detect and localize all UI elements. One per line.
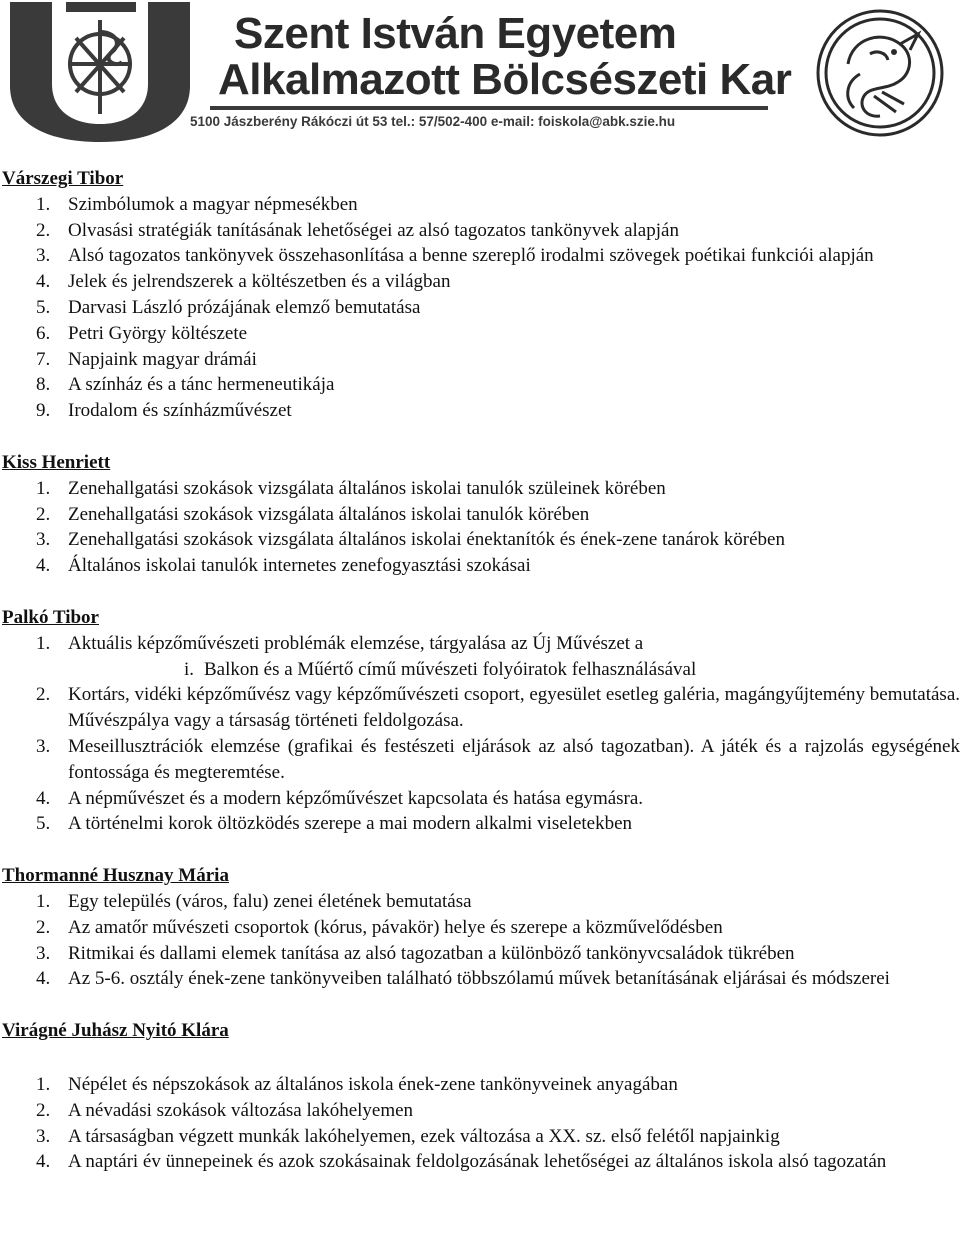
item-text: Balkon és a Műértő című művészeti folyóiratok felhasználásával — [204, 658, 697, 680]
supervisor-name: Várszegi Tibor — [2, 168, 124, 189]
list-item — [0, 682, 960, 734]
section-spacer — [0, 1044, 960, 1072]
list-item — [0, 527, 960, 553]
list-item — [0, 941, 960, 967]
section-kiss — [0, 450, 960, 579]
item-number: 3. — [36, 942, 51, 964]
item-text: Zenehallgatási szokások vizsgálata általános iskolai énektanítók és ének-zene tanárok körében — [68, 529, 785, 551]
item-number: 2. — [36, 503, 51, 525]
topic-list — [0, 889, 960, 992]
item-number: 4. — [36, 1151, 51, 1173]
item-number: 1. — [36, 632, 51, 654]
faculty-name: Alkalmazott Bölcsészeti Kar — [218, 55, 792, 104]
supervisor-name: Virágné Juhász Nyitó Klára — [2, 1020, 229, 1042]
list-item — [0, 786, 960, 812]
item-number: 7. — [36, 348, 51, 370]
item-number: 3. — [36, 529, 51, 551]
university-name: Szent István Egyetem — [234, 9, 677, 58]
section-palko — [0, 605, 960, 837]
list-item — [0, 476, 960, 502]
topic-list — [0, 631, 960, 837]
item-number: 4. — [36, 271, 51, 293]
item-number: 6. — [36, 322, 51, 344]
topic-list-document — [0, 166, 960, 1175]
section-varszegi — [0, 166, 960, 424]
list-item — [0, 347, 960, 373]
item-text: Napjaink magyar drámái — [68, 348, 257, 370]
item-number: 4. — [36, 787, 51, 809]
item-number: 9. — [36, 400, 51, 422]
item-text: Népélet és népszokások az általános iskola ének-zene tankönyveinek anyagában — [68, 1073, 678, 1095]
list-item — [0, 966, 960, 992]
item-number: 1. — [36, 890, 51, 912]
list-item — [0, 553, 960, 579]
list-item — [0, 1072, 960, 1098]
item-number: 2. — [36, 1099, 51, 1121]
item-number: 2. — [36, 916, 51, 938]
list-item — [0, 372, 960, 398]
item-number: 3. — [36, 1125, 51, 1147]
item-text: Kortárs, vidéki képzőművész vagy képzőművészeti csoport, egyesület esetleg galéria, magángyűjtemény bemutatása. Művészpálya vagy a társaság történeti feldolgozása. — [68, 684, 960, 732]
list-item — [0, 502, 960, 528]
item-text: Aktuális képzőművészeti problémák elemzése, tárgyalása az Új Művészet a — [68, 632, 644, 654]
list-item — [0, 915, 960, 941]
list-item — [0, 889, 960, 915]
item-number: 1. — [36, 193, 51, 215]
topic-list — [0, 1072, 960, 1175]
item-number: 1. — [36, 477, 51, 499]
item-text: Egy település (város, falu) zenei életének bemutatása — [68, 890, 472, 912]
section-spacer — [0, 837, 960, 863]
item-text: Az 5-6. osztály ének-zene tankönyveiben található többszólamú művek betanításának eljárásai és módszerei — [68, 968, 890, 990]
item-text: Zenehallgatási szokások vizsgálata általános iskolai tanulók szüleinek körében — [68, 477, 666, 499]
letterhead — [0, 0, 960, 148]
item-text: Szimbólumok a magyar népmesékben — [68, 193, 358, 215]
item-text: Petri György költészete — [68, 322, 248, 344]
item-text: Darvasi László prózájának elemző bemutatása — [68, 296, 421, 318]
university-monogram-logo — [6, 2, 194, 142]
list-item — [0, 734, 960, 786]
item-text: Olvasási stratégiák tanításának lehetőségei az alsó tagozatos tankönyvek alapján — [68, 219, 679, 241]
item-text: Alsó tagozatos tankönyvek összehasonlítása a benne szereplő irodalmi szövegek poétikai funkciói alapján — [68, 245, 874, 267]
topic-list — [0, 192, 960, 424]
item-text: Általános iskolai tanulók internetes zenefogyasztási szokásai — [68, 555, 531, 577]
section-spacer — [0, 424, 960, 450]
item-text: A névadási szokások változása lakóhelyemen — [68, 1099, 414, 1121]
contact-address: 5100 Jászberény Rákóczi út 53 tel.: 57/502-400 e-mail: foiskola@abk.szie.hu — [190, 114, 676, 129]
list-item — [0, 192, 960, 218]
list-item — [0, 269, 960, 295]
item-text: Zenehallgatási szokások vizsgálata általános iskolai tanulók körében — [68, 503, 590, 525]
list-item — [0, 1124, 960, 1150]
item-number: 5. — [36, 296, 51, 318]
item-number: i. — [184, 658, 195, 680]
item-text: A történelmi korok öltözködés szerepe a mai modern alkalmi viseletekben — [68, 813, 633, 835]
item-text: Jelek és jelrendszerek a költészetben és a világban — [68, 271, 451, 293]
item-text: A naptári év ünnepeinek és azok szokásainak feldolgozásának lehetőségei az általános iskola alsó tagozatán — [68, 1151, 887, 1173]
item-text: Meseillusztrációk elemzése (grafikai és festészeti eljárások az alsó tagozatban). A játék és a rajzolás egységének fontossága és megteremtése. — [68, 735, 960, 783]
item-number: 3. — [36, 735, 51, 757]
header-rule — [210, 106, 768, 110]
item-number: 4. — [36, 968, 51, 990]
item-number: 2. — [36, 219, 51, 241]
list-item — [0, 321, 960, 347]
item-text: A színház és a tánc hermeneutikája — [68, 374, 335, 396]
item-number: 1. — [36, 1073, 51, 1095]
list-item — [0, 398, 960, 424]
item-text: A társaságban végzett munkák lakóhelyemen, ezek változása a XX. sz. első felétől napjainkig — [68, 1125, 780, 1147]
item-number: 4. — [36, 555, 51, 577]
topic-list — [0, 476, 960, 579]
list-item — [0, 218, 960, 244]
section-spacer — [0, 579, 960, 605]
item-number: 8. — [36, 374, 51, 396]
item-text: Az amatőr művészeti csoportok (kórus, pávakör) helye és szerepe a közművelődésben — [68, 916, 723, 938]
item-number: 2. — [36, 684, 51, 706]
item-text: Ritmikai és dallami elemek tanítása az alsó tagozatban a különböző tankönyvcsaládok tükrében — [68, 942, 795, 964]
item-text: A népművészet és a modern képzőművészet kapcsolata és hatása egymásra. — [68, 787, 644, 809]
griffin-seal-logo — [800, 4, 960, 142]
supervisor-name: Thormanné Husznay Mária — [2, 865, 229, 887]
letterhead-title — [190, 4, 792, 144]
section-spacer — [0, 992, 960, 1018]
item-number: 3. — [36, 245, 51, 267]
supervisor-name: Kiss Henriett — [2, 451, 111, 473]
list-item — [0, 1149, 960, 1175]
list-subitem — [0, 657, 960, 683]
list-item — [0, 295, 960, 321]
section-viragne — [0, 1018, 960, 1175]
list-item — [0, 243, 960, 269]
item-text: Irodalom és színházművészet — [68, 400, 292, 422]
list-item — [0, 811, 960, 837]
section-thormanne — [0, 863, 960, 992]
supervisor-name: Palkó Tibor — [2, 606, 99, 628]
item-number: 5. — [36, 813, 51, 835]
list-item — [0, 631, 960, 657]
list-item — [0, 1098, 960, 1124]
